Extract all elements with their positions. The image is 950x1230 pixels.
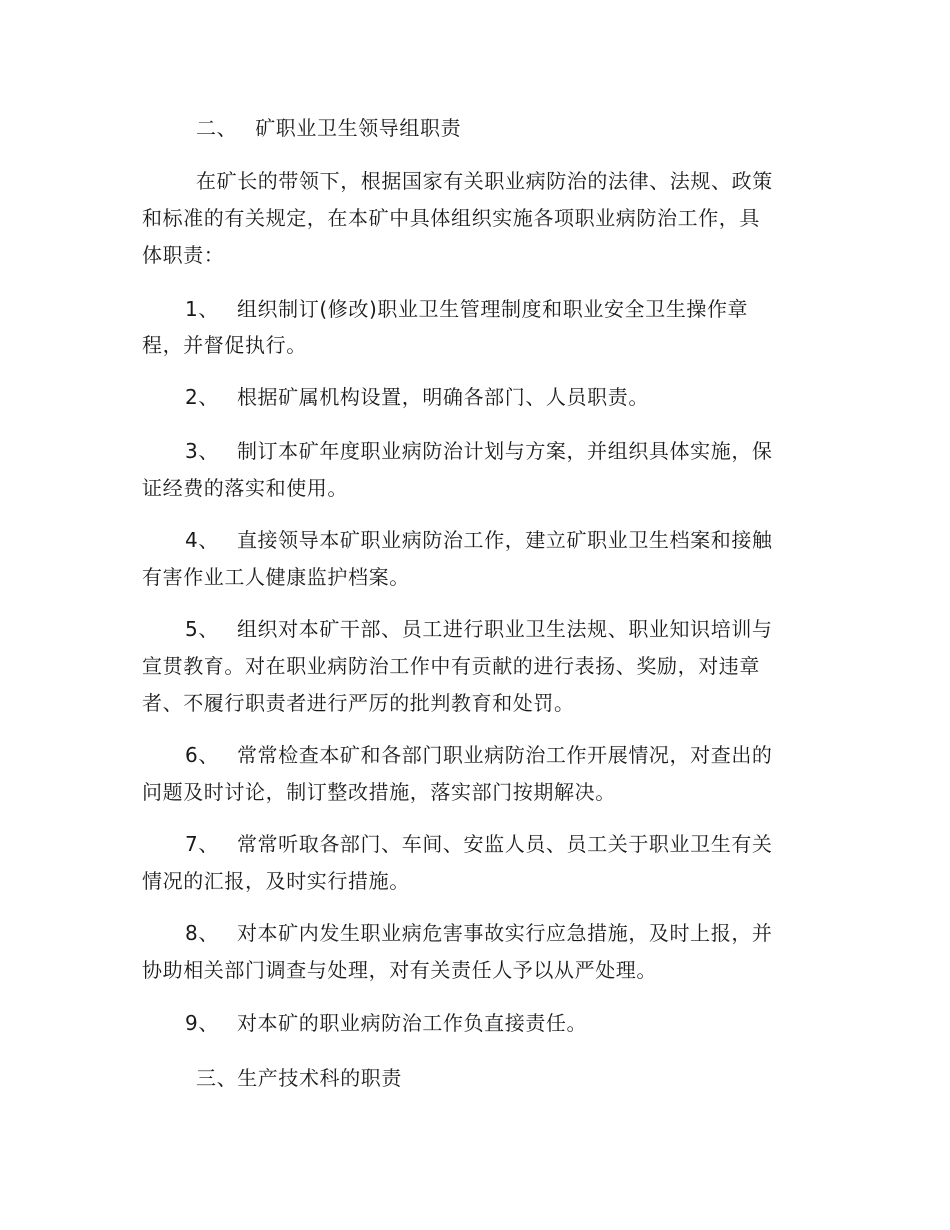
list-item-4: [185, 525, 773, 555]
item-text: 组织制订(修改)职业卫生管理制度和职业安全卫生操作章: [236, 297, 749, 321]
item-number: 9、: [185, 1011, 219, 1035]
list-item-1: [185, 294, 748, 324]
section-2-heading: [196, 113, 461, 143]
item-text: 对本矿内发生职业病危害事故实行应急措施，及时上报，并: [236, 921, 773, 945]
item-text: 常常听取各部门、车间、安监人员、员工关于职业卫生有关: [236, 832, 773, 856]
item-number: 5、: [185, 617, 219, 641]
item-text: 制订本矿年度职业病防治计划与方案，并组织具体实施，保: [236, 439, 773, 463]
item-number: 1、: [185, 297, 219, 321]
item-text: 根据矿属机构设置，明确各部门、人员职责。: [236, 385, 649, 409]
item-number: 2、: [185, 385, 219, 409]
list-item-2: [185, 382, 649, 412]
list-item-3: [185, 436, 773, 466]
list-item-5-cont: 宣贯教育。对在职业病防治工作中有贡献的进行表扬、奖励，对违章: [142, 654, 760, 678]
item-text: 对本矿的职业病防治工作负直接责任。: [236, 1011, 588, 1035]
item-number: 6、: [185, 743, 219, 767]
item-number: 4、: [185, 528, 219, 552]
list-item-4-cont: 有害作业工人健康监护档案。: [142, 565, 410, 589]
intro-line-1: 在矿长的带领下，根据国家有关职业病防治的法律、法规、政策: [196, 169, 773, 193]
list-item-7: [185, 829, 773, 859]
list-item-6-cont: 问题及时讨论，制订整改措施，落实部门按期解决。: [142, 780, 616, 804]
list-item-7-cont: 情况的汇报，及时实行措施。: [142, 869, 410, 893]
list-item-6: [185, 740, 773, 770]
item-number: 7、: [185, 832, 219, 856]
section-3-heading: 三、生产技术科的职责: [196, 1066, 402, 1090]
list-item-9: [185, 1008, 587, 1038]
list-item-1-cont: 程，并督促执行。: [142, 333, 307, 357]
item-text: 常常检查本矿和各部门职业病防治工作开展情况，对查出的: [236, 743, 773, 767]
list-item-3-cont: 证经费的落实和使用。: [142, 476, 348, 500]
intro-line-2: 和标准的有关规定，在本矿中具体组织实施各项职业病防治工作，具: [142, 206, 760, 230]
intro-line-3: 体职责：: [142, 243, 225, 267]
list-item-8-cont: 协助相关部门调查与处理，对有关责任人予以从严处理。: [142, 958, 657, 982]
list-item-8: [185, 918, 773, 948]
item-text: 组织对本矿干部、员工进行职业卫生法规、职业知识培训与: [236, 617, 773, 641]
section-2-title: 矿职业卫生领导组职责: [255, 116, 462, 140]
section-2-number: 二、: [196, 116, 238, 140]
list-item-5: [185, 614, 773, 644]
item-text: 直接领导本矿职业病防治工作，建立矿职业卫生档案和接触: [236, 528, 773, 552]
item-number: 8、: [185, 921, 219, 945]
item-number: 3、: [185, 439, 219, 463]
list-item-5-cont: 者、不履行职责者进行严厉的批判教育和处罚。: [142, 691, 575, 715]
